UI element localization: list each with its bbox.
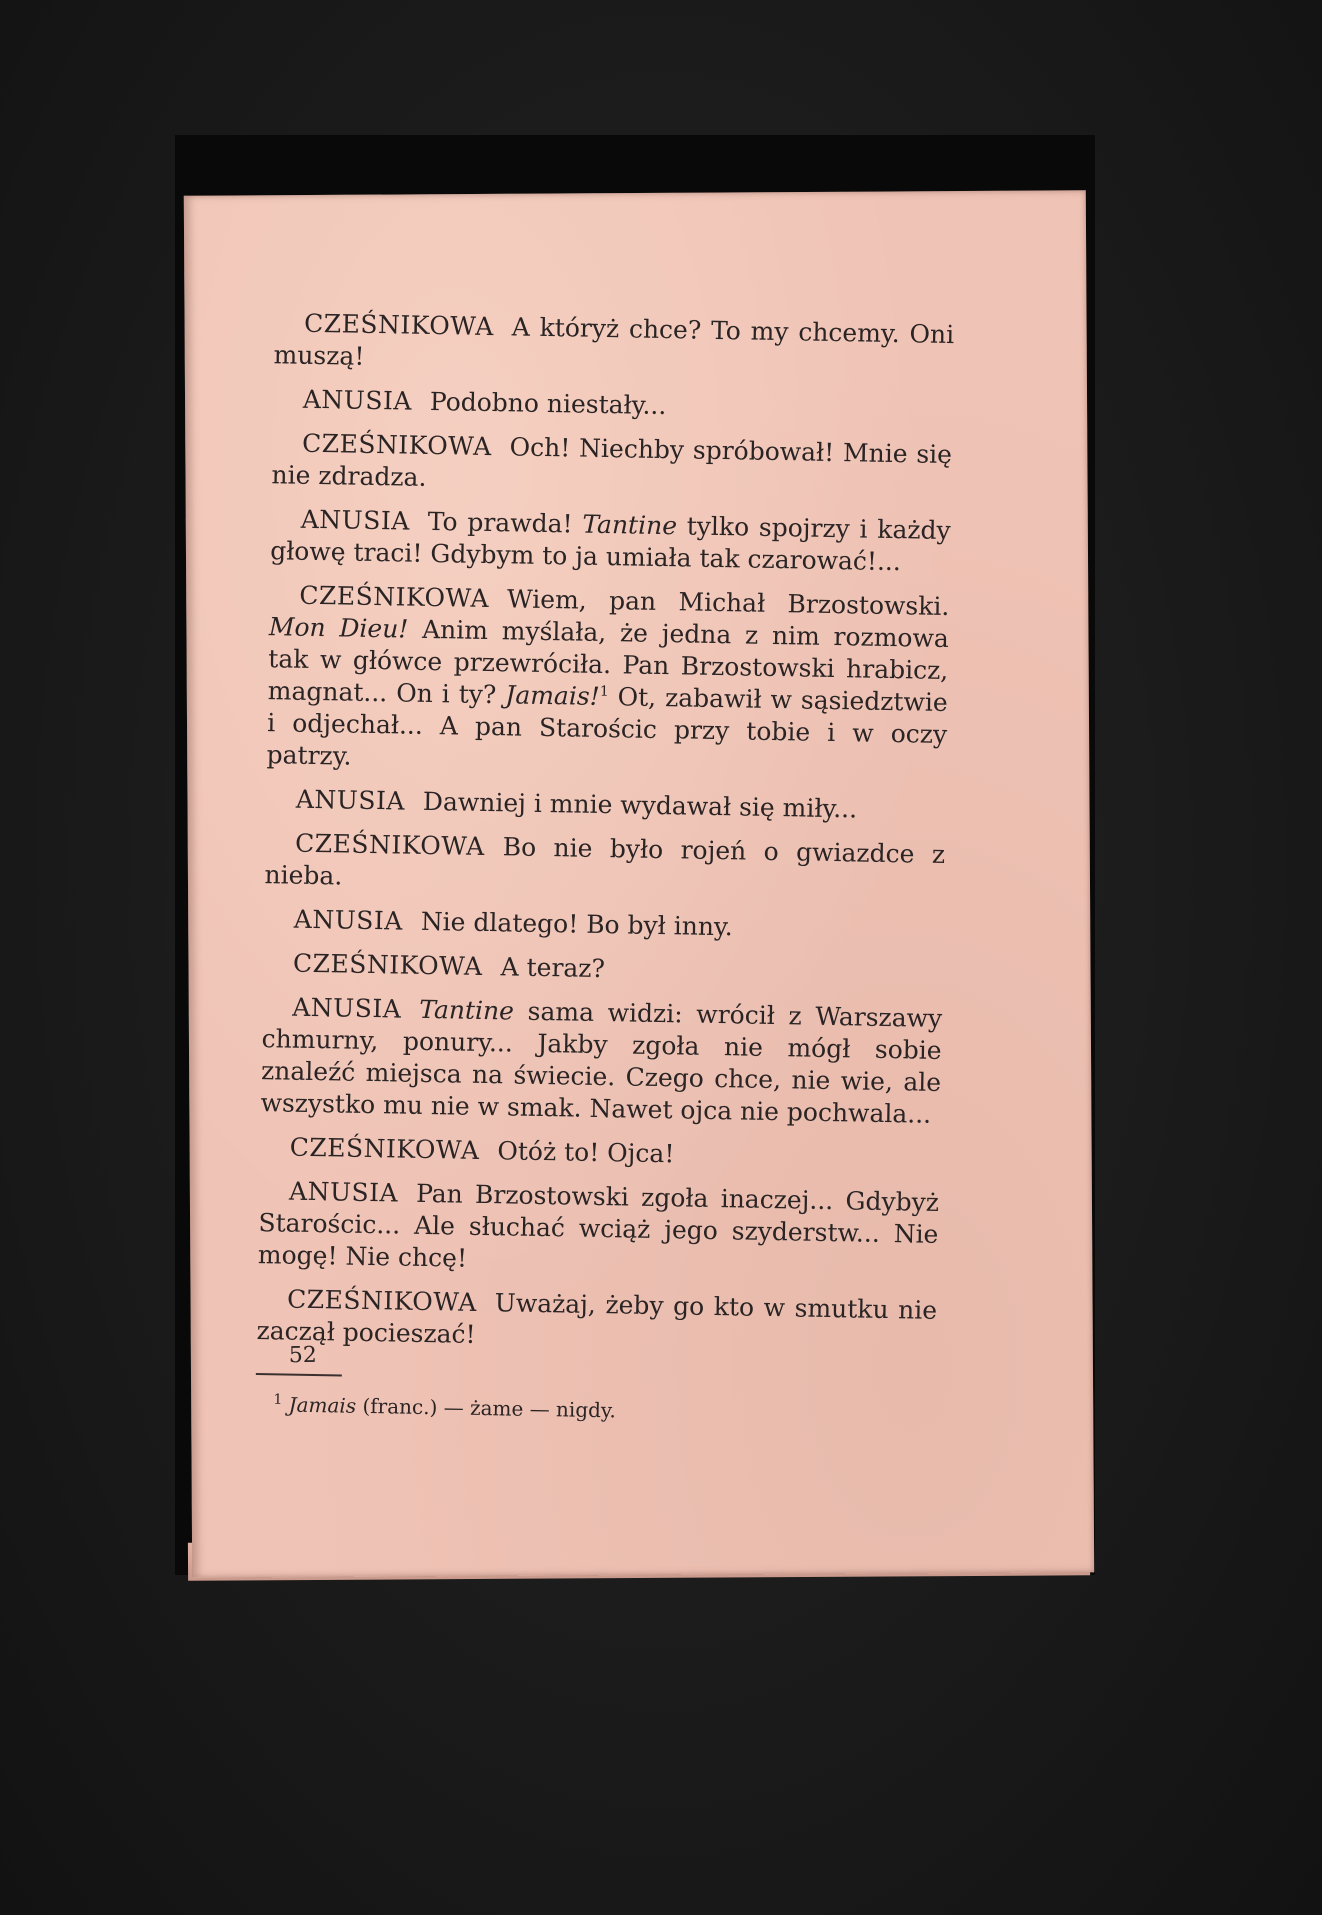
dialogue-paragraph xyxy=(266,579,949,783)
dialogue-paragraph xyxy=(270,503,951,579)
dialogue-text: Wiem, pan Michał Brzostowski. xyxy=(506,584,950,622)
dialogue-paragraph xyxy=(266,783,946,827)
speaker-name: CZEŚNIKOWA xyxy=(303,308,495,342)
page-text xyxy=(255,307,954,1429)
footnote-text: (franc.) — żame — nigdy. xyxy=(355,1393,617,1423)
speaker-name: CZEŚNIKOWA xyxy=(294,828,485,861)
speaker-name: ANUSIA xyxy=(302,384,413,416)
speaker-name: ANUSIA xyxy=(295,784,406,816)
dialogue-text: Pan Brzostowski zgoła inaczej... Gdybyż Starościc... Ale słuchać wciąż jego szyderstw... Nie mogę! Nie chcę! xyxy=(257,1178,940,1273)
dialogue-text: A któryż chce? To my chcemy. Oni muszą! xyxy=(273,312,955,371)
dialogue-text: tylko spojrzy i każdy głowę traci! Gdybym to ja umiała tak czarować!... xyxy=(269,511,951,577)
dialogue-text: Podobno niestały... xyxy=(429,386,667,421)
dialogue xyxy=(256,307,954,1359)
italic-text: Tantine xyxy=(419,994,515,1026)
dialogue-text: A teraz? xyxy=(500,952,606,984)
speaker-name: ANUSIA xyxy=(300,504,411,536)
dialogue-text: sama widzi: wrócił z Warszawy chmurny, ponury... Jakby zgoła nie mógł sobie znaleźć miejsca na świecie. Czego chce, nie wie, ale wszystko mu nie w smak. Nawet ojca nie pochwala... xyxy=(260,996,943,1129)
dialogue-text: Och! Niechby spróbował! Mnie się nie zdradza. xyxy=(271,432,953,492)
footnote-reference: 1 xyxy=(599,683,609,700)
dialogue-text: Otóż to! Ojca! xyxy=(497,1136,675,1169)
italic-text: Mon Dieu! xyxy=(268,612,409,644)
dialogue-paragraph xyxy=(264,903,944,947)
speaker-name: CZEŚNIKOWA xyxy=(292,948,483,981)
footnote xyxy=(255,1391,935,1429)
dialogue-text: Uważaj, żeby go kto w smutku nie zaczął pocieszać! xyxy=(256,1288,938,1349)
dialogue-paragraph xyxy=(256,1283,937,1359)
page-number: 52 xyxy=(288,1342,317,1369)
dialogue-text: Anim myślała, że jedna z nim rozmowa tak w główce przewróciła. Pan Brzostowski hrabicz, magnat... On i ty? xyxy=(267,614,950,710)
book-page xyxy=(184,190,1094,1577)
dialogue-text: Dawniej i mnie wydawał się miły... xyxy=(422,786,858,824)
footnote-marker: 1 xyxy=(273,1391,283,1408)
dialogue-text: Bo nie było rojeń o gwiazdce z nieba. xyxy=(264,832,946,891)
dialogue-paragraph xyxy=(264,827,945,903)
footnote-rule xyxy=(256,1373,342,1377)
italic-text: Jamais! xyxy=(505,680,600,711)
speaker-name: ANUSIA xyxy=(293,904,404,936)
dialogue-text: To prawda! xyxy=(427,506,583,539)
speaker-name: ANUSIA xyxy=(292,992,402,1024)
speaker-name: ANUSIA xyxy=(288,1176,399,1208)
speaker-name: CZEŚNIKOWA xyxy=(299,580,490,614)
italic-text: Tantine xyxy=(582,509,678,541)
dialogue-text: Ot, zabawił w sąsiedztwie i odjechał... A pan Starościc przy tobie i w oczy patrzy. xyxy=(266,682,948,771)
dialogue-text: Nie dlatego! Bo był inny. xyxy=(420,906,733,942)
speaker-name: CZEŚNIKOWA xyxy=(301,428,492,462)
speaker-name: CZEŚNIKOWA xyxy=(289,1132,480,1165)
dialogue-paragraph xyxy=(273,383,953,427)
speaker-name: CZEŚNIKOWA xyxy=(286,1284,478,1317)
dialogue-paragraph xyxy=(273,307,954,383)
dialogue-paragraph xyxy=(271,427,952,503)
footnote-term: Jamais xyxy=(288,1392,357,1418)
dialogue-paragraph xyxy=(263,947,943,991)
dialogue-paragraph xyxy=(258,1175,940,1283)
dialogue-paragraph xyxy=(260,991,942,1131)
dialogue-paragraph xyxy=(260,1131,940,1175)
